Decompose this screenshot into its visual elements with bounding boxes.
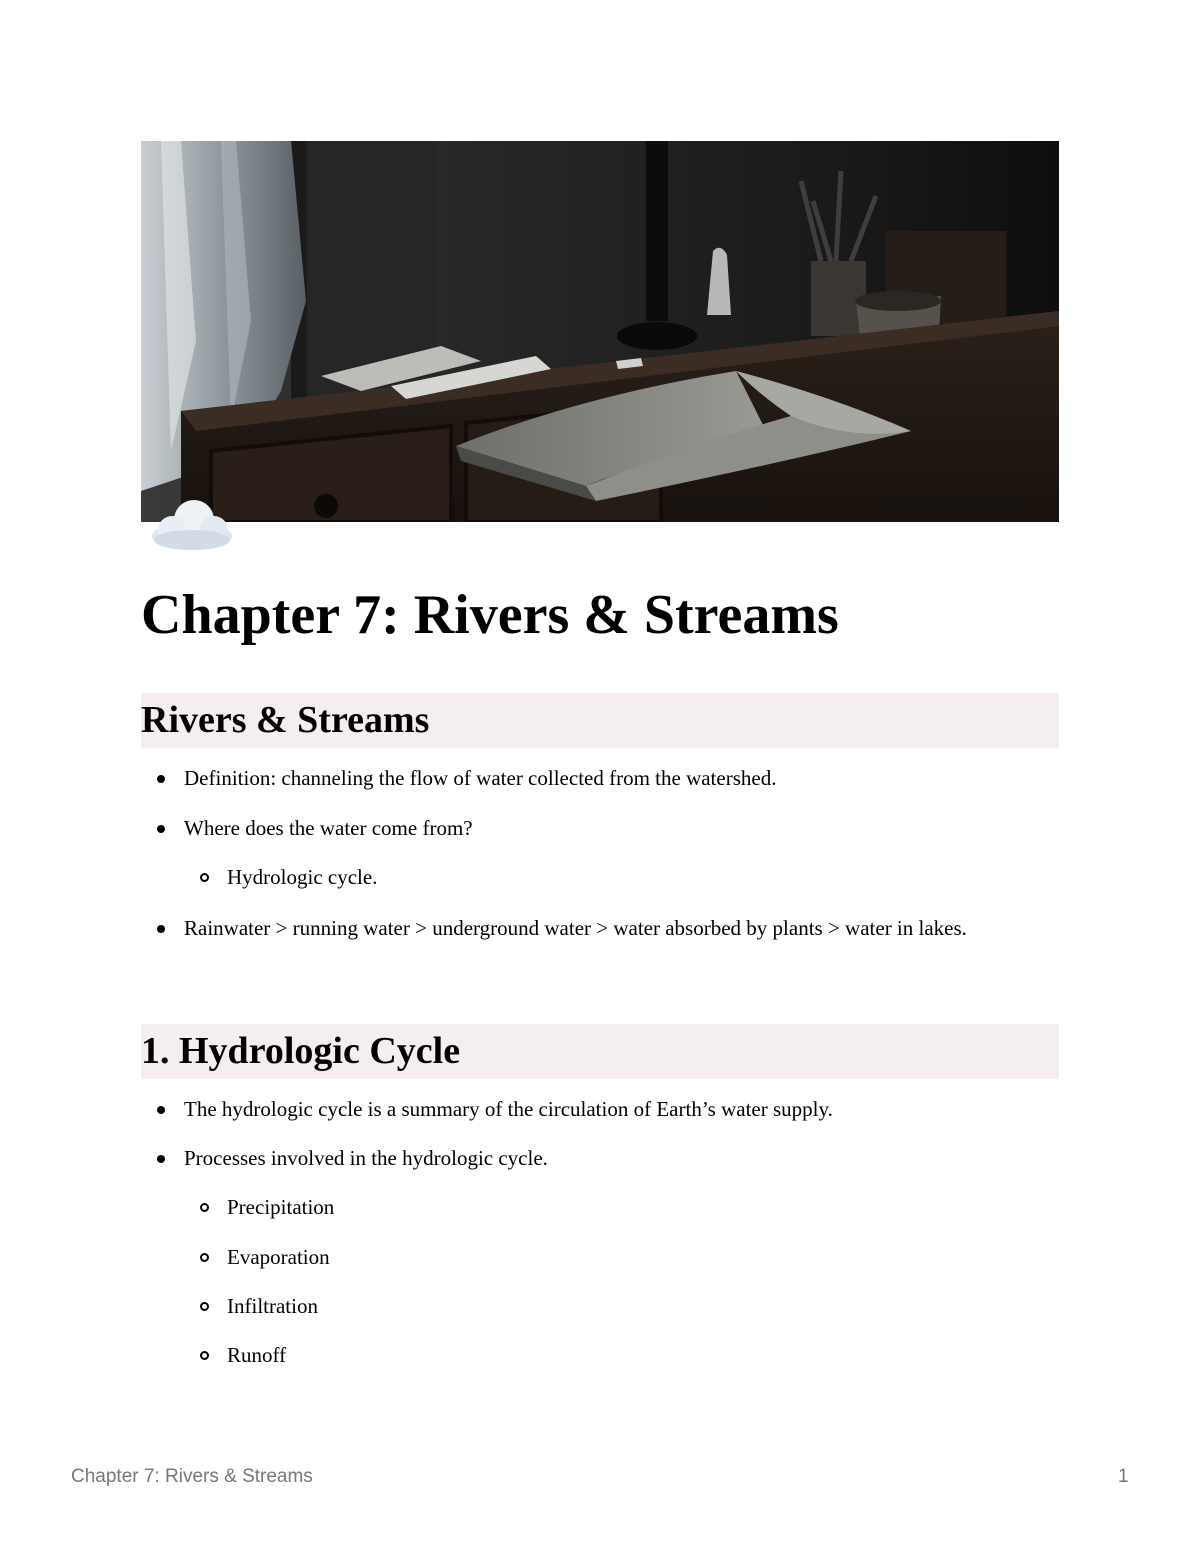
- bullet-circle-icon: [200, 1302, 209, 1311]
- bullet-dot-icon: [157, 775, 165, 783]
- bullet-circle-icon: [200, 1351, 209, 1360]
- list-item-text: Definition: channeling the flow of water collected from the watershed.: [184, 766, 777, 790]
- bullet-dot-icon: [157, 825, 165, 833]
- list-item-text: Runoff: [227, 1343, 287, 1367]
- list-item-text: Rainwater > running water > underground water > water absorbed by plants > water in lakes.: [184, 916, 967, 940]
- list-item-text: Processes involved in the hydrologic cycle.: [184, 1146, 548, 1170]
- section-heading-rivers-streams: Rivers & Streams: [141, 693, 1059, 748]
- cover-photo-desk-book-icon: [141, 141, 1059, 522]
- list-item-text: Hydrologic cycle.: [227, 865, 378, 889]
- list-item-text: Infiltration: [227, 1294, 318, 1318]
- page-title: Chapter 7: Rivers & Streams: [141, 584, 839, 646]
- cloud-icon: [148, 490, 234, 556]
- list-item: [184, 811, 1044, 846]
- list-item: [184, 911, 1024, 946]
- list-item-text: Precipitation: [227, 1195, 335, 1219]
- list-item: [184, 761, 1044, 796]
- list-item: [227, 1338, 1047, 1373]
- footer-title: Chapter 7: Rivers & Streams: [71, 1466, 313, 1487]
- list-item: [227, 1190, 1047, 1225]
- list-item: [184, 1092, 1044, 1127]
- bullet-dot-icon: [157, 1155, 165, 1163]
- list-item: [227, 1240, 1047, 1275]
- cover-image: [141, 141, 1059, 522]
- bullet-circle-icon: [200, 1203, 209, 1212]
- list-item: [184, 1141, 1044, 1176]
- bullet-dot-icon: [157, 1106, 165, 1114]
- list-item-text: The hydrologic cycle is a summary of the circulation of Earth’s water supply.: [184, 1097, 833, 1121]
- section-heading-hydrologic-cycle: 1. Hydrologic Cycle: [141, 1024, 1059, 1079]
- bullet-circle-icon: [200, 1253, 209, 1262]
- list-item-text: Where does the water come from?: [184, 816, 473, 840]
- list-item: [227, 1289, 1047, 1324]
- bullet-dot-icon: [157, 925, 165, 933]
- list-item-text: Evaporation: [227, 1245, 330, 1269]
- bullet-circle-icon: [200, 873, 209, 882]
- list-item: [227, 860, 1047, 895]
- page-number: 1: [1118, 1466, 1129, 1487]
